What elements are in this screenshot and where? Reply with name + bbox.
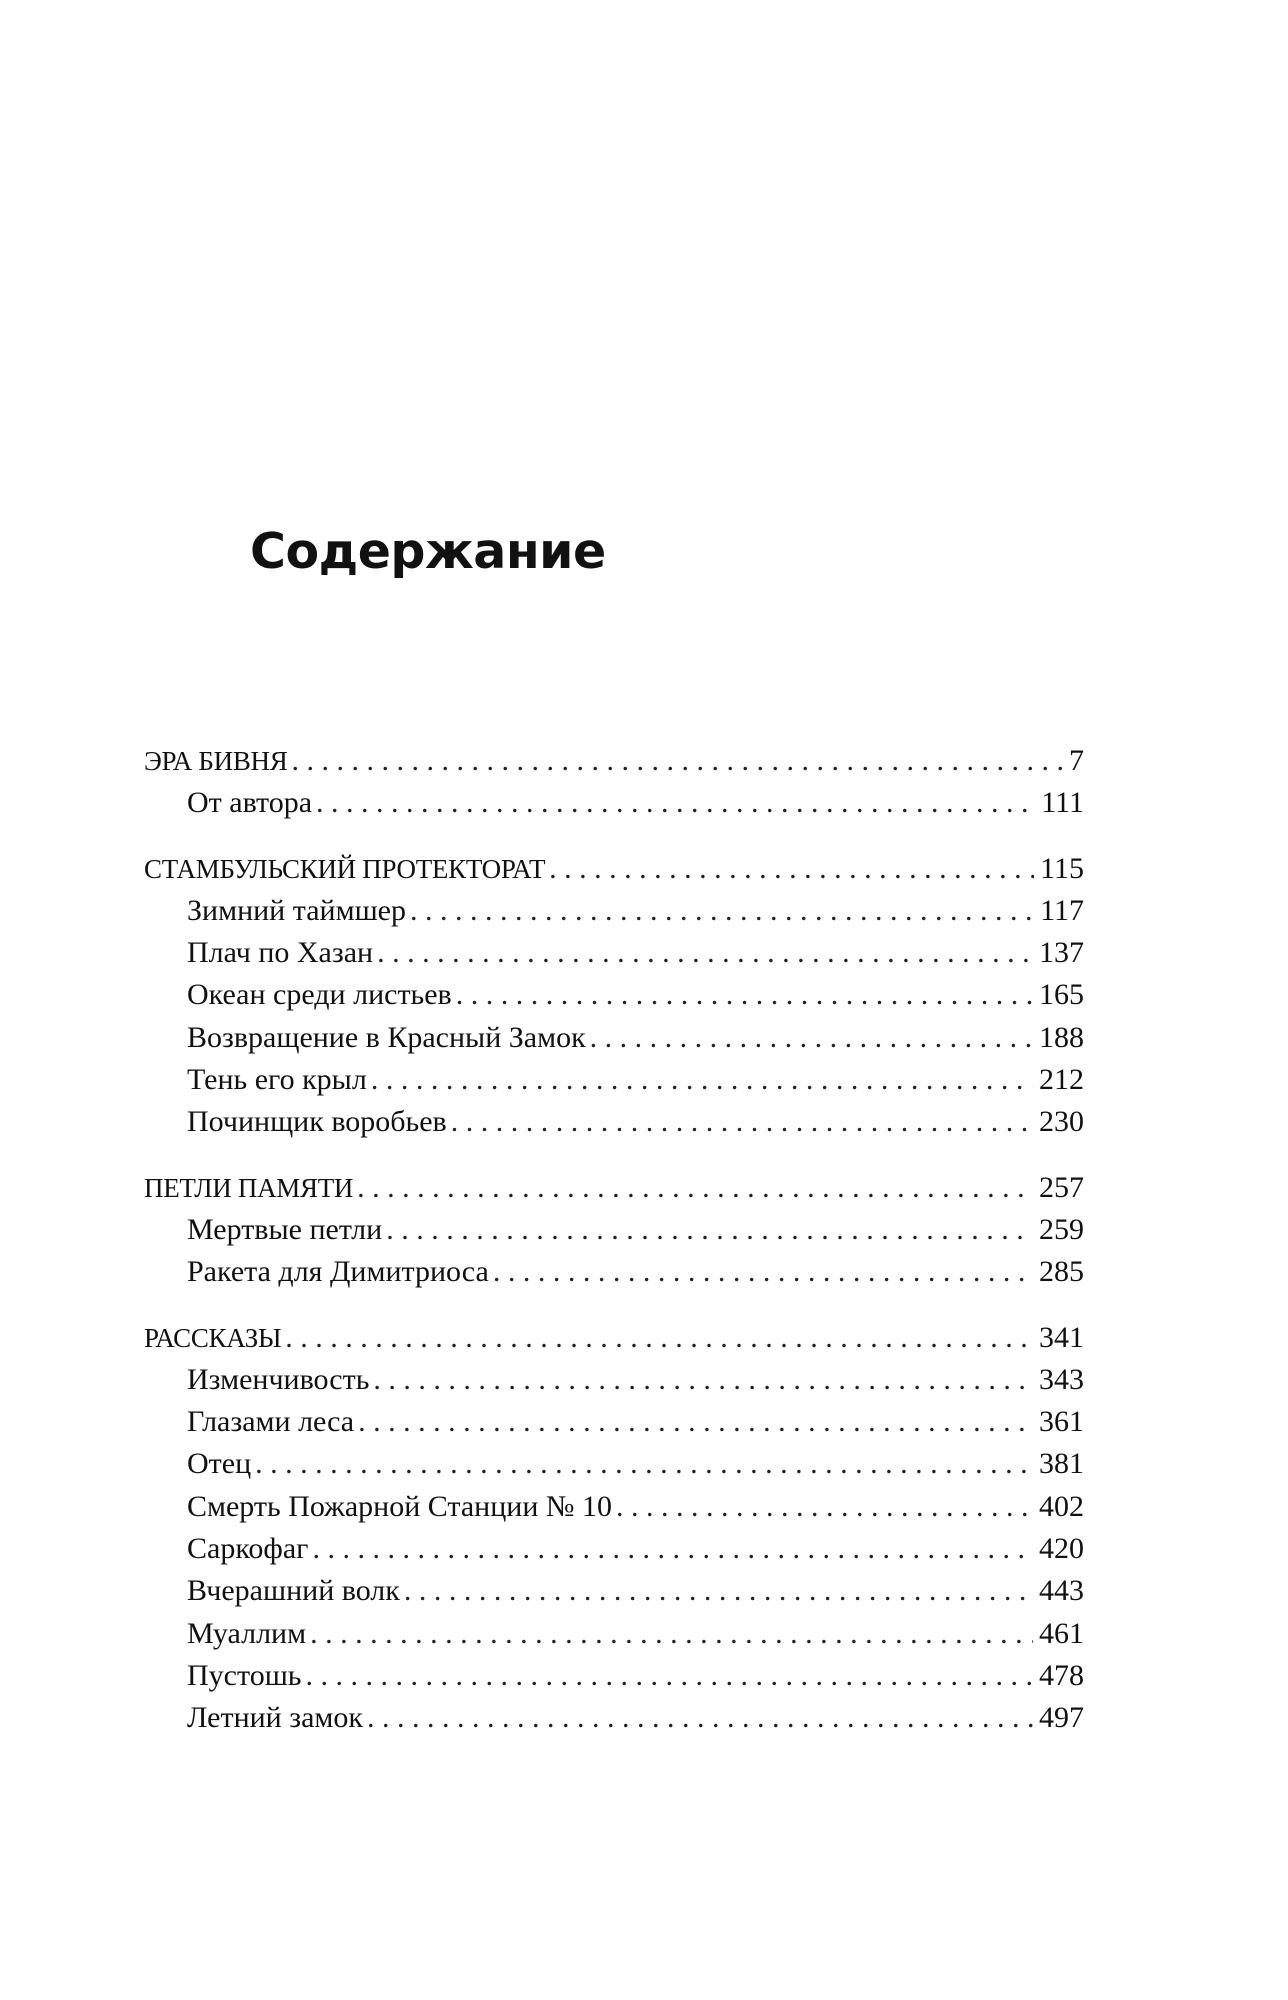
toc-entry-title: Глазами леса (187, 1405, 355, 1439)
dot-leader (493, 1251, 1033, 1293)
toc-entry[interactable] (144, 1613, 1084, 1655)
toc-entry-title: Муаллим (187, 1616, 307, 1650)
toc-page-number: 212 (1039, 1063, 1084, 1097)
dot-leader (358, 1401, 1033, 1443)
toc-part-entry[interactable] (144, 848, 1084, 890)
toc-part-entry[interactable] (144, 1317, 1084, 1359)
toc-entry-title: Летний замок (187, 1701, 363, 1735)
page-title: Содержание (250, 523, 606, 580)
dot-leader (549, 848, 1034, 890)
toc-page-number: 117 (1040, 893, 1084, 927)
toc-page-number: 343 (1039, 1362, 1084, 1396)
toc-entry[interactable] (144, 1443, 1084, 1485)
toc-entry-title: Зимний таймшер (187, 893, 406, 927)
toc-entry[interactable] (144, 974, 1084, 1016)
toc-page-number: 461 (1039, 1616, 1084, 1650)
toc-entry-title: Изменчивость (187, 1362, 370, 1396)
dot-leader (404, 1570, 1033, 1612)
toc-entry[interactable] (144, 932, 1084, 974)
dot-leader (377, 932, 1033, 974)
toc-entry[interactable] (144, 1359, 1084, 1401)
toc-section (144, 848, 1084, 1144)
toc-entry-title: Саркофаг (187, 1532, 309, 1566)
toc-page-number: 165 (1039, 978, 1084, 1012)
toc-page-number: 420 (1039, 1532, 1084, 1566)
dot-leader (312, 1528, 1033, 1570)
dot-leader (451, 1101, 1033, 1143)
toc-entry-title: От автора (187, 786, 313, 820)
toc-section (144, 1167, 1084, 1294)
toc-entry-title: Отец (187, 1447, 252, 1481)
toc-entry[interactable] (144, 1101, 1084, 1143)
toc-entry-title: Океан среди листьев (187, 978, 452, 1012)
dot-leader (285, 1317, 1033, 1359)
toc-entry[interactable] (144, 1697, 1084, 1739)
toc-entry[interactable] (144, 1570, 1084, 1612)
toc-page-number: 257 (1039, 1170, 1084, 1204)
dot-leader (291, 740, 1063, 782)
toc-entry-title: Мертвые петли (187, 1212, 383, 1246)
toc-page-number: 137 (1039, 936, 1084, 970)
toc-entry-title: Возвращение в Красный Замок (187, 1020, 586, 1054)
toc-part-title: СТАМБУЛЬСКИЙ ПРОТЕКТОРАТ (144, 853, 546, 884)
toc-part-title: ЭРА БИВНЯ (144, 746, 288, 776)
toc-entry-title: Плач по Хазан (187, 936, 374, 970)
dot-leader (367, 1697, 1033, 1739)
toc-page-number: 478 (1039, 1658, 1084, 1692)
dot-leader (316, 782, 1035, 824)
table-of-contents (144, 740, 1084, 1763)
toc-entry[interactable] (144, 1655, 1084, 1697)
toc-page-number: 285 (1039, 1255, 1084, 1289)
toc-entry[interactable] (144, 890, 1084, 932)
dot-leader (255, 1443, 1033, 1485)
toc-entry-title: Ракета для Димитриоса (187, 1255, 489, 1289)
dot-leader (310, 1613, 1033, 1655)
toc-page-number: 188 (1039, 1020, 1084, 1054)
toc-entry[interactable] (144, 1059, 1084, 1101)
toc-part-entry[interactable] (144, 1167, 1084, 1209)
toc-entry-title: Смерть Пожарной Станции № 10 (187, 1489, 613, 1523)
toc-entry[interactable] (144, 1401, 1084, 1443)
toc-page-number: 402 (1039, 1489, 1084, 1523)
toc-page-number: 115 (1040, 851, 1084, 885)
toc-page-number: 259 (1039, 1212, 1084, 1246)
toc-page-number: 381 (1039, 1447, 1084, 1481)
toc-entry-title: Вчерашний волк (187, 1574, 400, 1608)
dot-leader (590, 1017, 1033, 1059)
toc-part-title: ПЕТЛИ ПАМЯТИ (144, 1172, 354, 1203)
toc-page-number: 341 (1039, 1320, 1084, 1354)
toc-entry[interactable] (144, 1486, 1084, 1528)
toc-section (144, 1317, 1084, 1740)
dot-leader (456, 974, 1033, 1016)
dot-leader (616, 1486, 1033, 1528)
toc-entry[interactable] (144, 782, 1084, 824)
toc-entry[interactable] (144, 1528, 1084, 1570)
toc-entry-title: Пустошь (187, 1658, 302, 1692)
dot-leader (305, 1655, 1033, 1697)
toc-entry-title: Починщик воробьев (187, 1105, 447, 1139)
toc-page-number: 230 (1039, 1105, 1084, 1139)
dot-leader (373, 1359, 1033, 1401)
dot-leader (386, 1209, 1033, 1251)
toc-part-title: РАССКАЗЫ (144, 1322, 282, 1353)
dot-leader (357, 1167, 1033, 1209)
toc-part-entry[interactable] (144, 740, 1084, 782)
dot-leader (410, 890, 1034, 932)
toc-section (144, 740, 1084, 825)
toc-page-number: 443 (1039, 1574, 1084, 1608)
toc-page-number: 111 (1041, 786, 1084, 820)
toc-entry[interactable] (144, 1251, 1084, 1293)
dot-leader (371, 1059, 1033, 1101)
toc-entry[interactable] (144, 1209, 1084, 1251)
toc-entry[interactable] (144, 1017, 1084, 1059)
toc-page-number: 7 (1069, 744, 1084, 777)
toc-page-number: 497 (1039, 1701, 1084, 1735)
toc-page-number: 361 (1039, 1405, 1084, 1439)
toc-entry-title: Тень его крыл (187, 1063, 367, 1097)
